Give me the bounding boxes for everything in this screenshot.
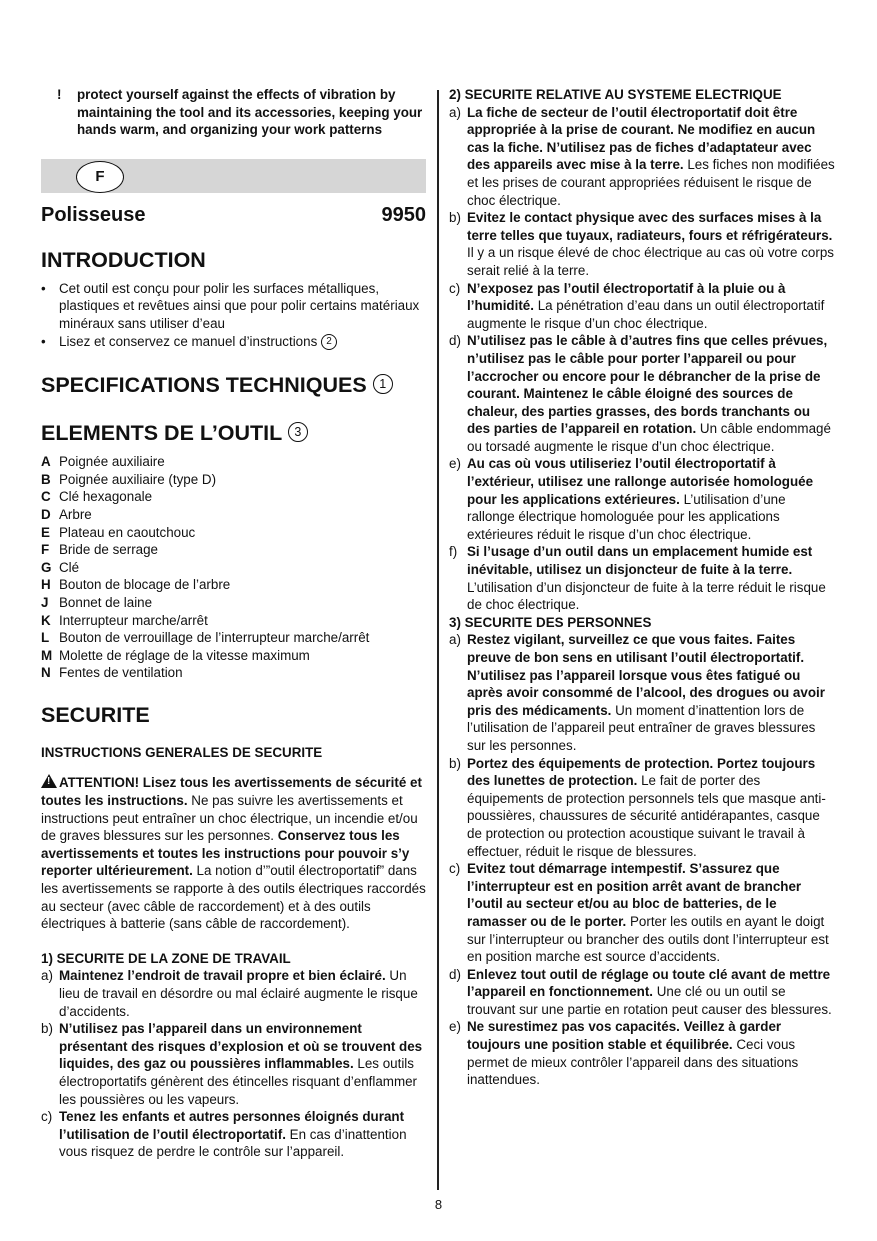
part-row [41,471,426,489]
item-letter: b) [449,755,461,771]
item-normal: Ceci vous permet de mieux contrôler l’appareil dans des situations inattendues. [467,1037,799,1088]
page-number: 8 [434,1197,443,1212]
item-text [467,966,835,1019]
item-text [467,209,835,279]
item-bold: N’utilisez pas l’appareil dans un environnement présentant des risques d’explosion et où se trouvent des liquides, des gaz ou poussières inflammables. [59,1021,423,1072]
part-key: L [41,630,50,646]
item-text [467,104,835,210]
part-key: N [41,665,51,681]
item-letter: e) [449,456,461,472]
list-item [41,333,426,351]
item-text [467,755,835,861]
part-key: F [41,542,50,558]
bullet-text: Lisez et conservez ce manuel d’instructions [59,333,318,349]
item-bold: Ne surestimez pas vos capacités. Veillez à garder toujours une position stable et équilibrée. [467,1019,782,1053]
carryover-text: protect yourself against the effects of vibration by maintaining the tool and its accessories, keeping your hands warm, and organizing your work patterns [77,87,423,138]
personnes-items [449,631,835,1088]
part-row [41,594,426,612]
item-text [59,1020,426,1108]
item-bold: Restez vigilant, surveillez ce que vous faites. Faites preuve de bon sens en utilisant l’outil électroportatif. N’utilisez pas l’appareil lorsque vous êtes fatigué ou après avoir consommé de l’alcool, des drogues ou avoir pris des médicaments. [467,632,825,718]
item-text [467,543,835,613]
warning-mark: ! [57,87,62,102]
electrique-items [449,104,835,614]
item-normal: Un lieu de travail en désordre ou mal éclairé augmente le risque d’accidents. [59,968,418,1019]
part-row [41,559,426,577]
warning-paragraph [41,774,426,932]
warning-text: Ne pas suivre les avertissements et instructions peut entraîner un choc électrique, un incendie et/ou de graves blessures sur les personnes. [41,793,418,844]
part-label: Fentes de ventilation [59,665,183,681]
language-code: F [76,161,124,193]
item-bold: N’exposez pas l’outil électroportatif à la pluie ou à l’humidité. [467,280,786,314]
right-column [449,86,835,1089]
item-letter: a) [41,968,53,984]
list-item [449,543,835,613]
item-bold: N’utilisez pas le câble à d’autres fins que celles prévues, n’utilisez pas le câble pour porter l’appareil ou pour l’accrocher ou encore pour le débrancher de la prise de courant. Maintenez le câble éloigné des sources de chaleur, des parties grasses, des bords tranchants ou des parties de l’appareil en rotation. [467,333,828,437]
item-letter: a) [449,104,461,120]
warning-text: La notion d’”outil électroportatif” dans les avertissements se rapporte à des outils électriques raccordés au secteur (avec câble de raccordement) et à des outils électriques à batterie (sans câble de raccordement). [41,863,426,932]
list-item [449,1018,835,1088]
list-item [449,631,835,754]
part-row [41,488,426,506]
item-letter: b) [449,210,461,226]
item-bold: Maintenez l’endroit de travail propre et bien éclairé. [59,968,386,984]
introduction-heading: INTRODUCTION [41,247,206,272]
list-item [449,104,835,210]
list-item [449,860,835,966]
item-normal: Les fiches non modifiées et les prises de courant appropriées réduisent le risque de choc électrique. [467,157,835,208]
item-letter: c) [449,861,461,877]
product-number: 9950 [381,203,426,226]
product-row [41,202,426,228]
part-key: J [41,594,49,610]
item-normal: Une clé ou un outil se trouvant sur une partie en rotation peut causer des blessures. [467,984,832,1017]
item-normal: L’utilisation d’une rallonge électrique homologuée pour les applications extérieures réduit le risque d’un choc électrique. [467,491,786,542]
list-item [449,455,835,543]
figure-ref: 1 [373,374,393,394]
part-label: Bouton de verrouillage de l’interrupteur marche/arrêt [59,630,370,646]
item-text [467,1018,835,1088]
item-normal: Un câble endommagé ou torsadé augmente le risque d’un choc électrique. [467,421,831,454]
item-letter: c) [41,1109,53,1125]
part-key: B [41,471,51,487]
language-bar [41,159,426,193]
introduction-list [41,280,426,350]
item-bold: Evitez le contact physique avec des surfaces mises à la terre telles que tuyaux, radiateurs, fours et réfrigérateurs. [467,210,833,243]
item-text [467,860,835,966]
list-item [41,1020,426,1108]
item-text [59,1108,426,1161]
zone-heading: 1) SECURITE DE LA ZONE DE TRAVAIL [41,950,291,966]
part-label: Plateau en caoutchouc [59,524,196,540]
item-normal: Il y a un risque élevé de choc électrique au cas où votre corps serait relié à la terre. [467,245,834,278]
item-bold: Evitez tout démarrage intempestif. S’assurez que l’interrupteur est en position arrêt avant de brancher l’outil au secteur et/ou au bloc de batteries, de le ramasser ou de le porter. [467,861,802,929]
part-label: Molette de réglage de la vitesse maximum [59,647,310,663]
carryover-warning [41,86,426,139]
parts-list [41,453,426,682]
item-bold: La fiche de secteur de l’outil électroportatif doit être appropriée à la prise de courant. Ne modifiez en aucun cas la fiche. N’utilisez pas de fiches d’adaptateur avec des appareils avec mise à la terre. [467,104,816,173]
part-row [41,541,426,559]
part-row [41,612,426,630]
part-row [41,506,426,524]
item-normal: L’utilisation d’un disjoncteur de fuite à la terre réduit le risque de choc électrique. [467,579,826,613]
warning-triangle-icon [41,774,57,788]
part-key: G [41,559,52,575]
part-row [41,647,426,665]
electrique-heading: 2) SECURITE RELATIVE AU SYSTEME ELECTRIQUE [449,87,782,102]
part-row [41,453,426,471]
item-letter: e) [449,1019,461,1035]
item-text [59,967,426,1020]
part-row [41,576,426,594]
warning-bold: Conservez tous les avertissements et toutes les instructions pour pouvoir s’y reporter ultérieurement. [41,828,410,879]
item-letter: d) [449,966,461,982]
list-item [449,755,835,861]
item-normal: Les outils électroportatifs génèrent des étincelles risquant d’enflammer les poussières ou les vapeurs. [59,1056,418,1107]
item-text [467,332,835,455]
part-label: Bonnet de laine [59,594,153,610]
item-bold: Si l’usage d’un outil dans un emplacement humide est inévitable, utilisez un disjoncteur de fuite à la terre. [467,544,813,578]
part-label: Interrupteur marche/arrêt [59,612,208,628]
bullet-text: Cet outil est conçu pour polir les surfaces métalliques, plastiques et revêtues ainsi que pour polir certains matériaux minéraux sans utiliser d’eau [59,280,420,331]
specs-title: SPECIFICATIONS TECHNIQUES [41,373,367,398]
part-label: Clé hexagonale [59,489,153,505]
zone-items [41,967,426,1161]
list-item [41,967,426,1020]
part-label: Poignée auxiliaire (type D) [59,471,217,487]
part-label: Bouton de blocage de l’arbre [59,577,231,593]
list-item [449,966,835,1019]
list-item [449,209,835,279]
part-key: K [41,612,51,628]
part-key: A [41,454,51,470]
general-instructions-heading: INSTRUCTIONS GENERALES DE SECURITE [41,744,323,760]
elements-heading [41,420,426,446]
part-key: E [41,524,50,540]
item-bold: Portez des équipements de protection. Portez toujours des lunettes de protection. [467,755,816,789]
part-key: H [41,577,51,593]
item-normal: Porter les outils en ayant le doigt sur l’interrupteur ou brancher des outils dont l’interrupteur est en position marche est source d’accidents. [467,913,829,965]
warning-bold: ATTENTION! Lisez tous les avertissements de sécurité et toutes les instructions. [41,775,422,809]
list-item [41,280,426,333]
item-letter: d) [449,333,461,349]
specs-heading [41,372,426,398]
part-key: M [41,647,53,663]
personnes-heading: 3) SECURITE DES PERSONNES [449,614,652,630]
item-normal: Le fait de porter des équipements de protection personnels tels que masque anti-poussières, chaussures de sécurité antidérapantes, casque de protection ou protection acoustique suivant le travail à effectuer, réduit le risque de blessures. [467,773,826,859]
part-label: Clé [59,559,80,575]
item-bold: Enlevez tout outil de réglage ou toute clé avant de mettre l’appareil en fonctionnement. [467,966,831,1000]
left-column [41,86,426,1161]
item-text [467,455,835,543]
item-bold: Au cas où vous utiliseriez l’outil électroportatif à l’extérieur, utilisez une rallonge autorisée homologuée pour les applications extérieures. [467,456,814,507]
part-row [41,664,426,682]
part-key: C [41,489,51,505]
product-name: Polisseuse [41,203,146,226]
item-normal: La pénétration d’eau dans un outil électroportatif augmente le risque d’un choc électrique. [467,298,825,331]
list-item [449,332,835,455]
part-row [41,524,426,542]
item-letter: f) [449,544,458,560]
elements-title: ELEMENTS DE L’OUTIL [41,421,282,446]
part-key: D [41,506,51,522]
part-label: Poignée auxiliaire [59,454,165,470]
item-normal: Un moment d’inattention lors de l’utilisation de l’appareil peut entraîner de graves blessures sur les personnes. [467,702,816,753]
item-letter: b) [41,1021,53,1037]
item-normal: En cas d’inattention vous risquez de perdre le contrôle sur l’appareil. [59,1126,407,1160]
column-divider [437,90,439,1190]
item-letter: c) [449,280,461,296]
item-letter: a) [449,632,461,648]
item-text [467,280,835,333]
securite-heading: SECURITE [41,702,150,727]
part-label: Bride de serrage [59,542,158,558]
part-row [41,629,426,647]
list-item [41,1108,426,1161]
item-text [467,631,835,754]
item-bold: Tenez les enfants et autres personnes éloignés durant l’utilisation de l’outil électroportatif. [59,1109,405,1142]
list-item [449,280,835,333]
part-label: Arbre [59,506,92,522]
figure-ref: 3 [288,422,308,442]
figure-ref: 2 [321,334,337,350]
